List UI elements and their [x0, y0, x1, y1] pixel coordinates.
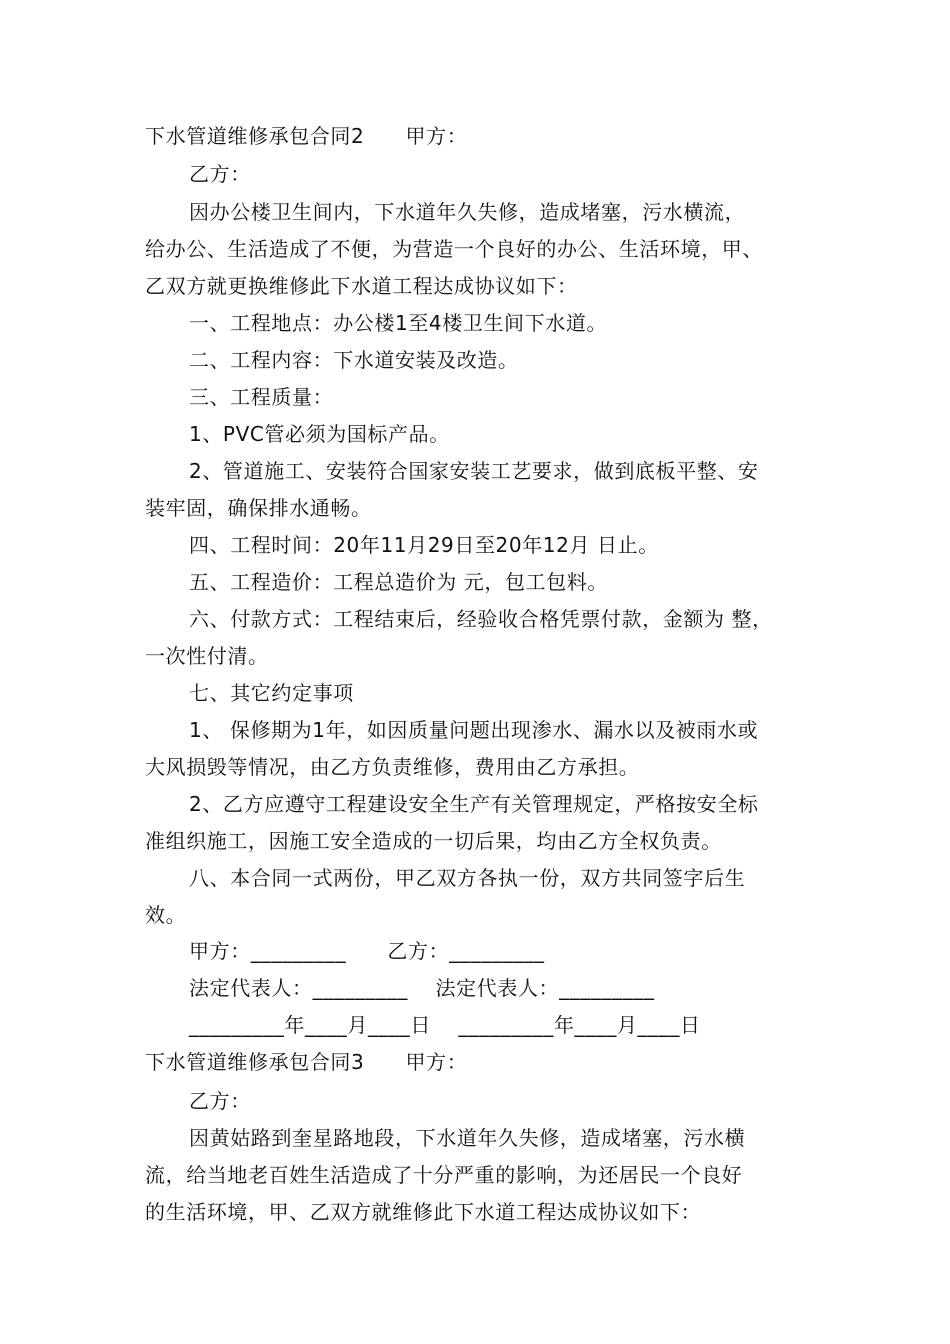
quality-item-1: 1、PVC管必须为国标产品。 [189, 422, 450, 446]
clause-payment: 六、付款方式：工程结束后，经验收合格凭票付款，金额为 整， [189, 607, 773, 631]
signature-parties: 甲方：_________ 乙方：_________ [189, 939, 545, 963]
paragraph-line: 装牢固，确保排水通畅。 [145, 496, 372, 520]
section-title-contract-3: 下水管道维修承包合同3 甲方： [145, 1050, 468, 1074]
clause-quality: 三、工程质量： [189, 385, 334, 409]
paragraph-line: 给办公、生活造成了不便，为营造一个良好的办公、生活环境，甲、 [145, 237, 763, 261]
paragraph-line: 因办公楼卫生间内，下水道年久失修，造成堵塞，污水横流， [189, 200, 746, 224]
quality-item-2: 2、管道施工、安装符合国家安装工艺要求，做到底板平整、安 [189, 459, 759, 483]
clause-cost: 五、工程造价：工程总造价为 元，包工包料。 [189, 570, 608, 594]
party-b-label: 乙方： [189, 162, 251, 186]
clause-other: 七、其它约定事项 [189, 681, 354, 705]
paragraph-line: 大风损毁等情况，由乙方负责维修，费用由乙方承担。 [145, 755, 640, 779]
clause-content: 二、工程内容：下水道安装及改造。 [189, 348, 519, 372]
other-item-1: 1、 保修期为1年，如因质量问题出现渗水、漏水以及被雨水或 [189, 718, 759, 742]
clause-location: 一、工程地点：办公楼1至4楼卫生间下水道。 [189, 311, 608, 335]
section-title-contract-2: 下水管道维修承包合同2 甲方： [145, 124, 468, 148]
paragraph-line: 因黄姑路到奎星路地段，下水道年久失修，造成堵塞，污水横 [189, 1126, 746, 1150]
paragraph-line: 准组织施工，因施工安全造成的一切后果，均由乙方全权负责。 [145, 829, 722, 853]
other-item-2: 2、乙方应遵守工程建设安全生产有关管理规定，严格按安全标 [189, 792, 759, 816]
clause-copies: 八、本合同一式两份，甲乙双方各执一份，双方共同签字后生 [189, 866, 746, 890]
signature-representatives: 法定代表人：_________ 法定代表人：_________ [189, 976, 655, 1000]
signature-dates: _________年____月____日 _________年____月____日 [189, 1013, 701, 1037]
paragraph-line: 流，给当地老百姓生活造成了十分严重的影响，为还居民一个良好 [145, 1163, 743, 1187]
party-b-label: 乙方： [189, 1089, 251, 1113]
paragraph-line: 效。 [145, 903, 187, 927]
clause-time: 四、工程时间：20年11月29日至20年12月 日止。 [189, 533, 659, 557]
paragraph-line: 一次性付清。 [145, 644, 269, 668]
paragraph-line: 乙双方就更换维修此下水道工程达成协议如下： [145, 274, 578, 298]
paragraph-line: 的生活环境，甲、乙双方就维修此下水道工程达成协议如下： [145, 1200, 702, 1224]
